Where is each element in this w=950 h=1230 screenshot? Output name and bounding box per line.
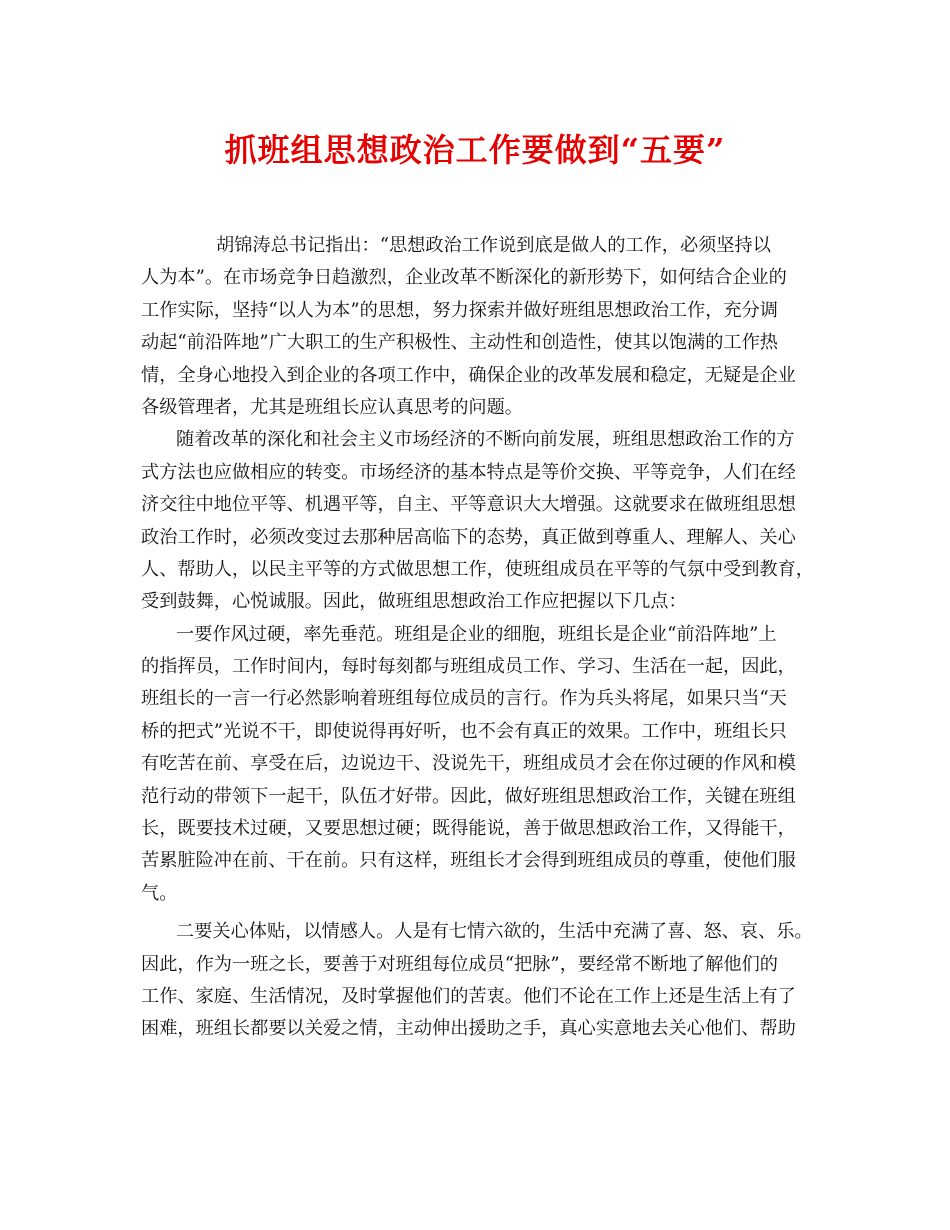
text-line: 各级管理者，尤其是班组长应认真思考的问题。 <box>141 396 523 418</box>
text-line: 因此，作为一班之长，要善于对班组每位成员“把脉”，要经常不断地了解他们的 <box>141 953 778 975</box>
text-line: 受到鼓舞，心悦诚服。因此，做班组思想政治工作应把握以下几点： <box>141 591 687 613</box>
text-line: 苦累脏险冲在前、干在前。只有这样，班组长才会得到班组成员的尊重，使他们服 <box>141 850 796 872</box>
text-line: 的指挥员，工作时间内，每时每刻都与班组成员工作、学习、生活在一起，因此， <box>141 656 796 678</box>
text-line: 政治工作时，必须改变过去那种居高临下的态势，真正做到尊重人、理解人、关心 <box>141 526 796 548</box>
document-title: 抓班组思想政治工作要做到“五要” <box>224 131 726 169</box>
text-line: 范行动的带领下一起干，队伍才好带。因此，做好班组思想政治工作，关键在班组 <box>141 785 796 807</box>
text-line: 工作、家庭、生活情况，及时掌握他们的苦衷。他们不论在工作上还是生活上有了 <box>141 985 796 1007</box>
text-line: 人为本”。在市场竞争日趋激烈，企业改革不断深化的新形势下，如何结合企业的 <box>141 267 787 289</box>
text-line: 动起“前沿阵地”广大职工的生产积极性、主动性和创造性，使其以饱满的工作热 <box>141 332 778 354</box>
text-line: 工作实际，坚持“以人为本”的思想，努力探索并做好班组思想政治工作，充分调 <box>141 299 778 321</box>
text-line: 随着改革的深化和社会主义市场经济的不断向前发展，班组思想政治工作的方 <box>176 429 795 451</box>
text-line: 胡锦涛总书记指出：“思想政治工作说到底是做人的工作，必须坚持以 <box>216 235 771 256</box>
text-line: 二要关心体贴，以情感人。人是有七情六欲的，生活中充满了喜、怒、哀、乐。 <box>176 921 813 943</box>
text-line: 困难，班组长都要以关爱之情，主动伸出援助之手，真心实意地去关心他们、帮助 <box>141 1018 796 1040</box>
document-body <box>141 230 833 1046</box>
text-line: 气。 <box>141 882 178 904</box>
text-line: 情，全身心地投入到企业的各项工作中，确保企业的改革发展和稳定，无疑是企业 <box>141 364 796 386</box>
text-line: 有吃苦在前、享受在后，边说边干、没说先干，班组成员才会在你过硬的作风和模 <box>141 753 796 775</box>
text-line: 一要作风过硬，率先垂范。班组是企业的细胞，班组长是企业“前沿阵地”上 <box>176 623 777 645</box>
text-line: 人、帮助人，以民主平等的方式做思想工作，使班组成员在平等的气氛中受到教育， <box>141 558 814 580</box>
text-line: 班组长的一言一行必然影响着班组每位成员的言行。作为兵头将尾，如果只当“天 <box>141 688 787 710</box>
text-line: 济交往中地位平等、机遇平等，自主、平等意识大大增强。这就要求在做班组思想 <box>141 494 796 516</box>
text-line: 式方法也应做相应的转变。市场经济的基本特点是等价交换、平等竞争，人们在经 <box>141 461 796 483</box>
text-line: 长，既要技术过硬，又要思想过硬；既得能说，善于做思想政治工作，又得能干， <box>141 818 796 840</box>
text-line: 桥的把式”光说不干，即使说得再好听，也不会有真正的效果。工作中，班组长只 <box>141 720 787 742</box>
